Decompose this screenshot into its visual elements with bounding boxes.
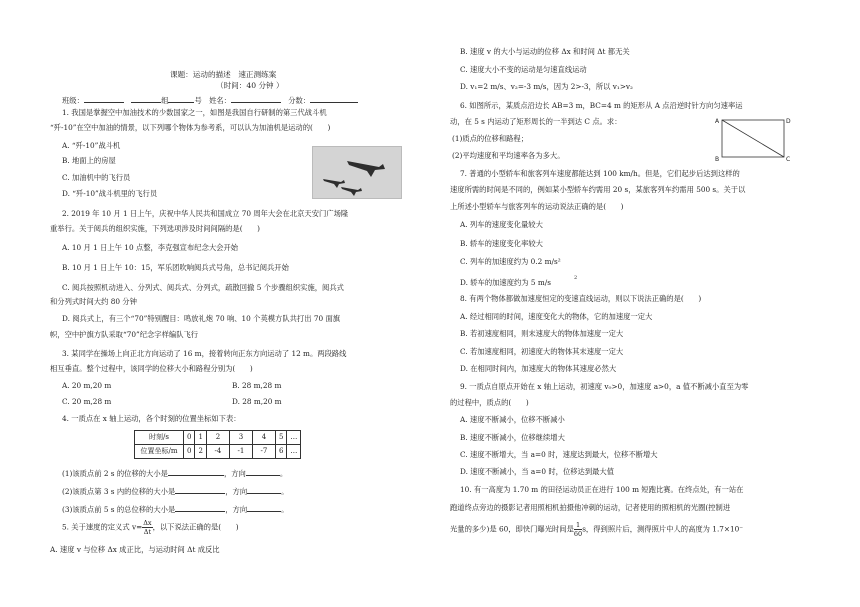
q4-part3-text: (3)该质点前 5 s 的总位移的大小是 <box>62 505 176 514</box>
q9-option-d: D. 速度不断减小，当 a=0 时，位移达到最大值 <box>460 467 615 476</box>
q9-line2: 的过程中，质点的( ) <box>450 398 529 407</box>
table-cell: 5 <box>275 431 286 445</box>
q6-line1: 6. 如图所示，某质点沿边长 AB=3 m，BC=4 m 的矩形从 A 点沿逆时针方向匀速率运 <box>460 101 743 110</box>
table-cell: 2 <box>195 445 206 459</box>
q5-stem-text: 5. 关于速度的定义式 v= <box>62 522 143 532</box>
table-header-position: 位置坐标/m <box>135 445 184 459</box>
table-cell: 4 <box>252 431 275 445</box>
q5-option-d: D. v₁=2 m/s、v₂=-3 m/s，因为 2>-3，所以 v₁>v₂ <box>460 82 633 91</box>
q4-part1-direction: ，方向 <box>223 469 246 478</box>
right-column <box>430 0 860 607</box>
q6-line2: 动，在 5 s 内运动了矩形周长的一半到达 C 点。求： <box>450 117 622 126</box>
q8-stem: 8. 有两个物体都做加速度恒定的变速直线运动，则以下说法正确的是( ) <box>460 294 702 303</box>
table-row-times <box>135 431 301 445</box>
q10-line2: 跑道终点旁边的摄影记者用照相机拍摄他冲刺的运动，记者使用的照相机的光圈(控制进 <box>450 503 731 512</box>
q3-option-d: D. 28 m,20 m <box>232 397 282 406</box>
table-cell: -7 <box>252 445 275 459</box>
table-cell: 1 <box>195 431 206 445</box>
q9-option-b: B. 速度不断减小，位移继续增大 <box>460 433 565 442</box>
fraction-numerator: Δx <box>143 519 152 527</box>
table-cell: -4 <box>206 445 229 459</box>
jets-illustration <box>313 147 401 198</box>
q5-stem <box>62 519 239 536</box>
q4-part1-text: (1)该质点前 2 s 的位移的大小是 <box>62 469 168 478</box>
jet-refueling-photo <box>312 146 402 199</box>
q4-part1 <box>62 468 287 477</box>
table-cell: 0 <box>184 431 195 445</box>
table-cell: … <box>287 445 301 459</box>
q2-option-c-cont: 和分列式时间大约 80 分钟 <box>50 297 137 306</box>
q5-option-b: B. 速度 v 的大小与运动的位移 Δx 和时间 Δt 都无关 <box>460 47 630 56</box>
fraction-denominator: 60 <box>573 530 583 538</box>
shutter-fraction <box>574 521 582 538</box>
position-table <box>134 430 301 459</box>
q10-line3-text: 光量的多少)是 60，即快门曝光时间是 <box>450 524 574 534</box>
q2-option-d-cont: 帜，空中护旗方队采取“70”纪念字样编队飞行 <box>50 330 199 339</box>
q4-part3-direction: ，方向 <box>225 505 248 514</box>
vertex-label-d: D <box>786 118 791 125</box>
q3-option-c: C. 20 m,28 m <box>62 397 112 406</box>
q7-option-a: A. 列车的速度变化量较大 <box>460 220 543 229</box>
table-cell: -1 <box>229 445 252 459</box>
q5-option-a: A. 速度 v 与位移 Δx 成正比，与运动时间 Δt 成反比 <box>50 545 220 554</box>
table-cell: 6 <box>275 445 286 459</box>
q9-line1: 9. 一质点自原点开始在 x 轴上运动，初速度 v₀>0，加速度 a>0，a 值不断减小直至为零 <box>460 382 749 391</box>
q1-option-b: B. 地面上的房屋 <box>62 156 116 165</box>
number-label: 号 <box>194 96 202 105</box>
q8-option-a: A. 经过相同的时间，速度变化大的物体，它的加速度一定大 <box>460 312 653 321</box>
q5-option-c: C. 速度大小不变的运动是匀速直线运动 <box>460 65 587 74</box>
table-cell: 0 <box>184 445 195 459</box>
q2-option-b: B. 10 月 1 日上午 10：15，军乐团吹响阅兵式号角，总书记阅兵开始 <box>62 263 289 272</box>
q4-part1-end: 。 <box>279 469 288 478</box>
vertex-label-c: C <box>786 156 791 163</box>
q3-option-b: B. 28 m,28 m <box>232 381 282 390</box>
q2-line1: 2. 2019 年 10 月 1 日上午，庆祝中华人民共和国成立 70 周年大会在北京天安门广场隆 <box>62 209 349 218</box>
q4-stem: 4. 一质点在 x 轴上运动，各个时刻的位置坐标如下表： <box>62 414 241 423</box>
q10-line1: 10. 有一高度为 1.70 m 的田径运动员正在进行 100 m 短跑比赛。在终点处，有一站在 <box>460 485 744 494</box>
table-cell: 3 <box>229 431 252 445</box>
q7-line3: 上所述小型轿车与旅客列车的运动说法正确的是( ) <box>450 202 624 211</box>
q2-option-a: A. 10 月 1 日上午 10 点整，李克强宣布纪念大会开始 <box>62 243 239 252</box>
group-label: 组 <box>161 96 169 105</box>
q9-option-c: C. 速度不断增大，当 a=0 时，速度达到最大，位移不断增大 <box>460 450 658 459</box>
vertex-label-b: B <box>715 156 720 163</box>
q6-part2: (2)平均速度和平均速率各为多大。 <box>452 151 565 160</box>
q4-part2-end: 。 <box>281 487 289 496</box>
q3-option-a: A. 20 m,20 m <box>62 381 112 390</box>
fraction-denominator: Δt <box>143 528 152 536</box>
q3-line2: 相互垂直。整个过程中，该同学的位移大小和路程分别为( ) <box>50 364 253 373</box>
q1-option-d: D. “歼-10”战斗机里的飞行员 <box>62 189 158 198</box>
q9-option-a: A. 速度不断减小，位移不断减小 <box>460 415 565 424</box>
q7-line2: 速度所需的时间是不同的，例如某小型轿车约需用 20 s，某旅客列车约需用 500 s。关于以 <box>450 185 746 194</box>
page-title: 课题：运动的描述 速正测练案 <box>170 70 277 79</box>
table-cell: 2 <box>206 431 229 445</box>
q2-option-d: D. 阅兵式上，有三个“70”特别醒目：鸣放礼炮 70 响、10 个英模方队共打出 70 面旗 <box>62 314 341 323</box>
velocity-fraction <box>142 519 152 536</box>
table-header-time: 时刻/s <box>135 431 184 445</box>
table-row-positions <box>135 445 301 459</box>
q5-stem-tail: ，以下说法正确的是( ) <box>152 522 239 532</box>
table-cell: … <box>287 431 301 445</box>
q7-line1: 7. 普通的小型轿车和旅客列车速度都能达到 100 km/h。但是，它们起步后达到这样的 <box>460 169 740 178</box>
q1-option-a: A. “歼-10”战斗机 <box>62 141 121 150</box>
q4-part2-direction: ，方向 <box>225 487 248 496</box>
q6-part1: (1)质点的位移和路程； <box>452 134 529 143</box>
q2-line2: 重举行。关于阅兵的组织实施，下列选项涉及时间间隔的是( ) <box>50 224 261 233</box>
q7-option-d: D. 轿车的加速度约为 5 m/s <box>460 278 552 287</box>
q1-line2: “歼-10”在空中加油的情景，以下列哪个物体为参考系，可以认为加油机是运动的( ) <box>50 123 331 132</box>
class-row <box>62 95 358 104</box>
q7-option-c: C. 列车的加速度约为 0.2 m/s² <box>460 257 561 266</box>
q10-line3-tail: s，得到照片后，测得照片中人的高度为 1.7×10⁻ <box>582 524 744 534</box>
name-label: 姓名： <box>209 96 231 105</box>
q1-option-c: C. 加油机中的飞行员 <box>62 173 131 182</box>
q4-part2 <box>62 486 288 495</box>
q8-option-b: B. 若初速度相同，则末速度大的物体加速度一定大 <box>460 329 624 338</box>
q4-part3 <box>62 504 288 513</box>
score-label: 分数： <box>288 96 311 105</box>
q8-option-d: D. 在相同时间内，加速度大的物体其速度必然大 <box>460 364 617 373</box>
q3-line1: 3. 某同学在操场上向正北方向运动了 16 m，接着转向正东方向运动了 12 m。两段路线 <box>62 349 347 358</box>
q7-option-b: B. 轿车的速度变化率较大 <box>460 239 543 248</box>
q4-part3-end: 。 <box>281 505 289 514</box>
vertex-label-a: A <box>715 118 720 125</box>
q4-part2-text: (2)该质点第 3 s 内的位移的大小是 <box>62 487 176 496</box>
q8-option-c: C. 若加速度相同，初速度大的物体其末速度一定大 <box>460 347 624 356</box>
q1-line1: 1. 我国是掌握空中加油技术的少数国家之一，如图是我国自行研制的第三代战斗机 <box>62 108 327 117</box>
q10-line3 <box>450 521 743 538</box>
q2-option-c: C. 阅兵按照机动进入、分列式、阅兵式、分列式，疏散回撤 5 个步骤组织实施，阅兵式 <box>62 283 344 292</box>
class-label: 班级： <box>62 96 84 105</box>
fraction-numerator: 1 <box>574 521 582 530</box>
rectangle-diagram <box>714 114 794 164</box>
q7-superscript: 2 <box>574 275 578 281</box>
time-limit: （时间：40 分钟 ） <box>216 81 284 90</box>
